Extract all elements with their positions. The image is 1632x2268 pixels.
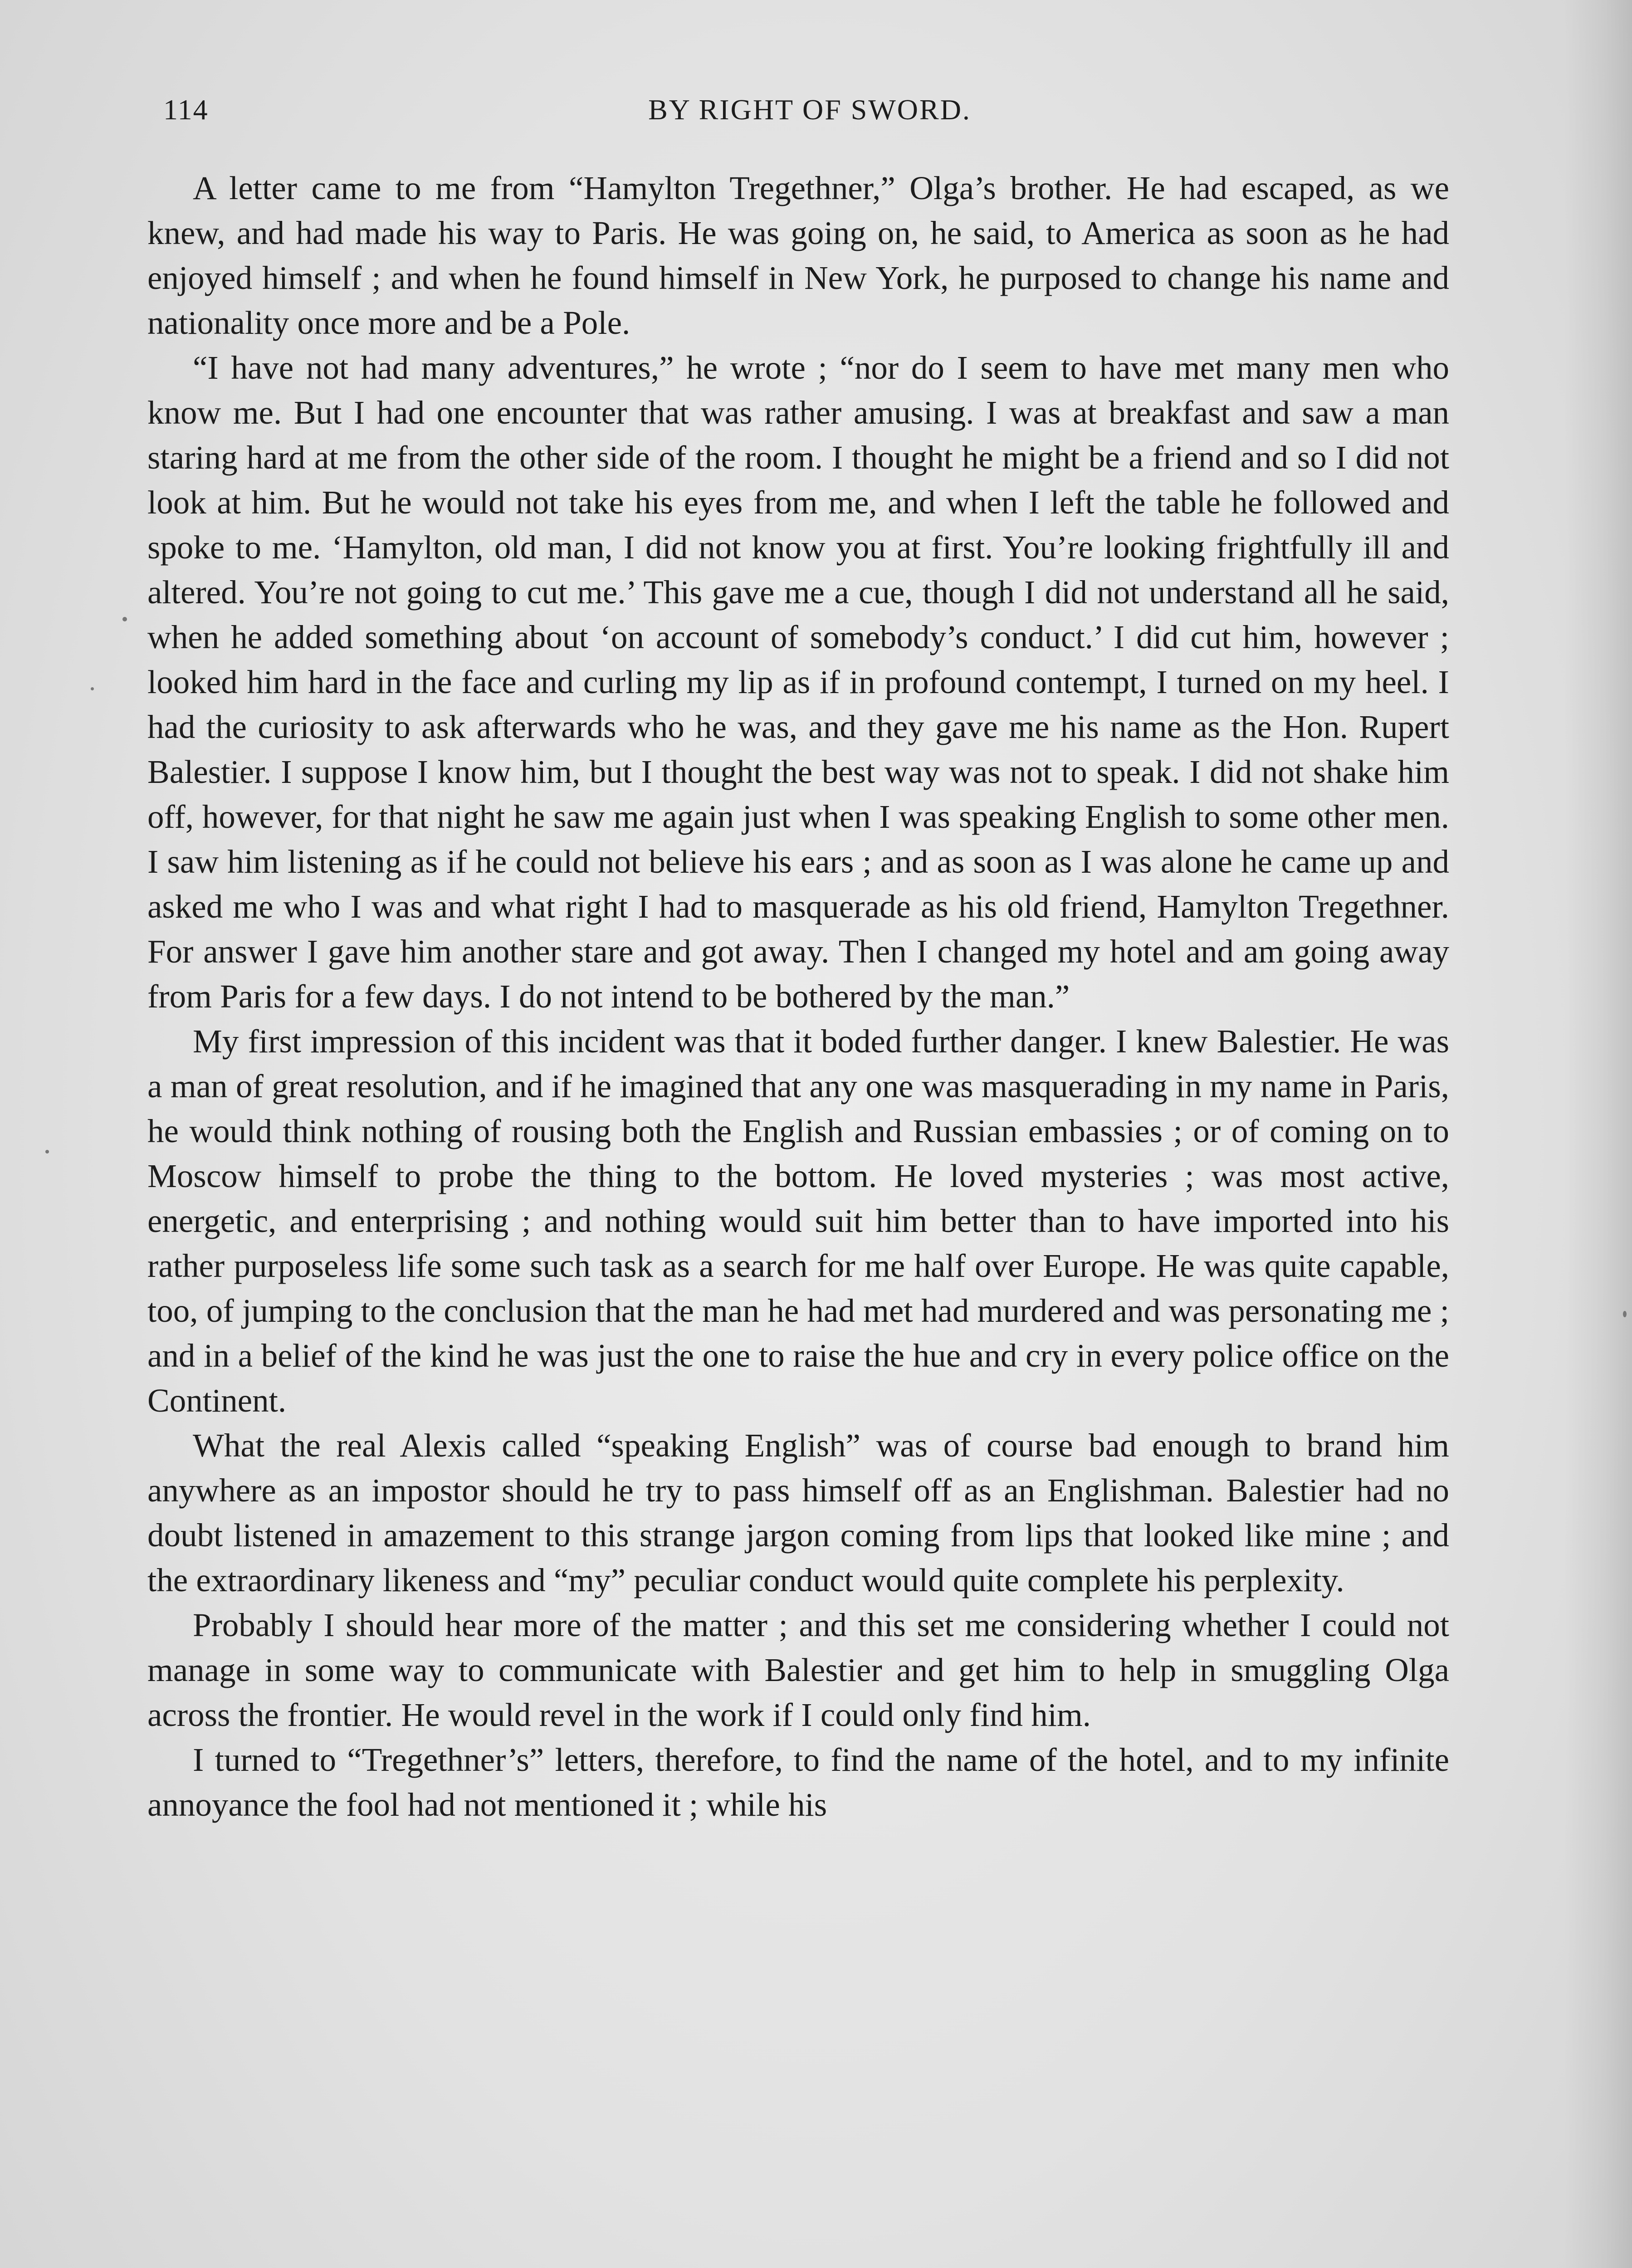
body-text bbox=[147, 166, 1449, 1827]
paragraph: “I have not had many adventures,” he wrote ; “nor do I seem to have met many men who know me. But I had one encounter that was rather amusing. I was at breakfast and saw a man staring hard at me from the other side of the room. I thought he might be a friend and so I did not look at him. But he would not take his eyes from me, and when I left the table he followed and spoke to me. ‘Hamylton, old man, I did not know you at first. You’re looking frightfully ill and altered. You’re not going to cut me.’ This gave me a cue, though I did not understand all he said, when he added something about ‘on account of somebody’s conduct.’ I did cut him, however ; looked him hard in the face and curling my lip as if in profound contempt, I turned on my heel. I had the curiosity to ask afterwards who he was, and they gave me his name as the Hon. Rupert Balestier. I suppose I know him, but I thought the best way was not to speak. I did not shake him off, however, for that night he saw me again just when I was speaking English to some other men. I saw him listening as if he could not believe his ears ; and as soon as I was alone he came up and asked me who I was and what right I had to masquerade as his old friend, Hamylton Tregethner. For answer I gave him another stare and got away. Then I changed my hotel and am going away from Paris for a few days. I do not intend to be bothered by the man.” bbox=[147, 349, 1449, 1015]
paper-speck bbox=[91, 687, 94, 690]
paragraph: I turned to “Tregethner’s” letters, therefore, to find the name of the hotel, and to my infinite annoyance the fool had not mentioned it ; while his bbox=[147, 1741, 1449, 1823]
running-title: BY RIGHT OF SWORD. bbox=[648, 93, 971, 126]
paper-speck bbox=[1623, 1311, 1627, 1317]
paragraph: Probably I should hear more of the matter ; and this set me considering whether I could not manage in some way to communicate with Balestier and get him to help in smuggling Olga across the frontier. He would revel in the work if I could only find him. bbox=[147, 1607, 1449, 1733]
page-header bbox=[163, 93, 1456, 134]
paragraph: What the real Alexis called “speaking English” was of course bad enough to brand him anywhere as an impostor should he try to pass himself off as an Englishman. Balestier had no doubt listened in amazement to this strange jargon coming from lips that looked like mine ; and the extraordinary likeness and “my” peculiar conduct would quite complete his perplexity. bbox=[147, 1427, 1449, 1598]
paper-speck bbox=[122, 617, 127, 621]
paragraph: My first impression of this incident was that it boded further danger. I knew Balestier. He was a man of great resolution, and if he imagined that any one was masquerading in my name in Paris, he would think nothing of rousing both the English and Russian embassies ; or of coming on to Moscow himself to probe the thing to the bottom. He loved mysteries ; was most active, energetic, and enterprising ; and nothing would suit him better than to have imported into his rather purposeless life some such task as a search for me half over Europe. He was quite capable, too, of jumping to the conclusion that the man he had met had murdered and was personating me ; and in a belief of the kind he was just the one to raise the hue and cry in every police office on the Continent. bbox=[147, 1023, 1449, 1419]
page-number: 114 bbox=[163, 93, 209, 126]
paper-speck bbox=[45, 1150, 49, 1154]
page-gutter-shadow bbox=[1564, 0, 1632, 2268]
paragraph: A letter came to me from “Hamylton Tregethner,” Olga’s brother. He had escaped, as we knew, and had made his way to Paris. He was going on, he said, to America as soon as he had enjoyed himself ; and when he found himself in New York, he purposed to change his name and nationality once more and be a Pole. bbox=[147, 170, 1449, 341]
